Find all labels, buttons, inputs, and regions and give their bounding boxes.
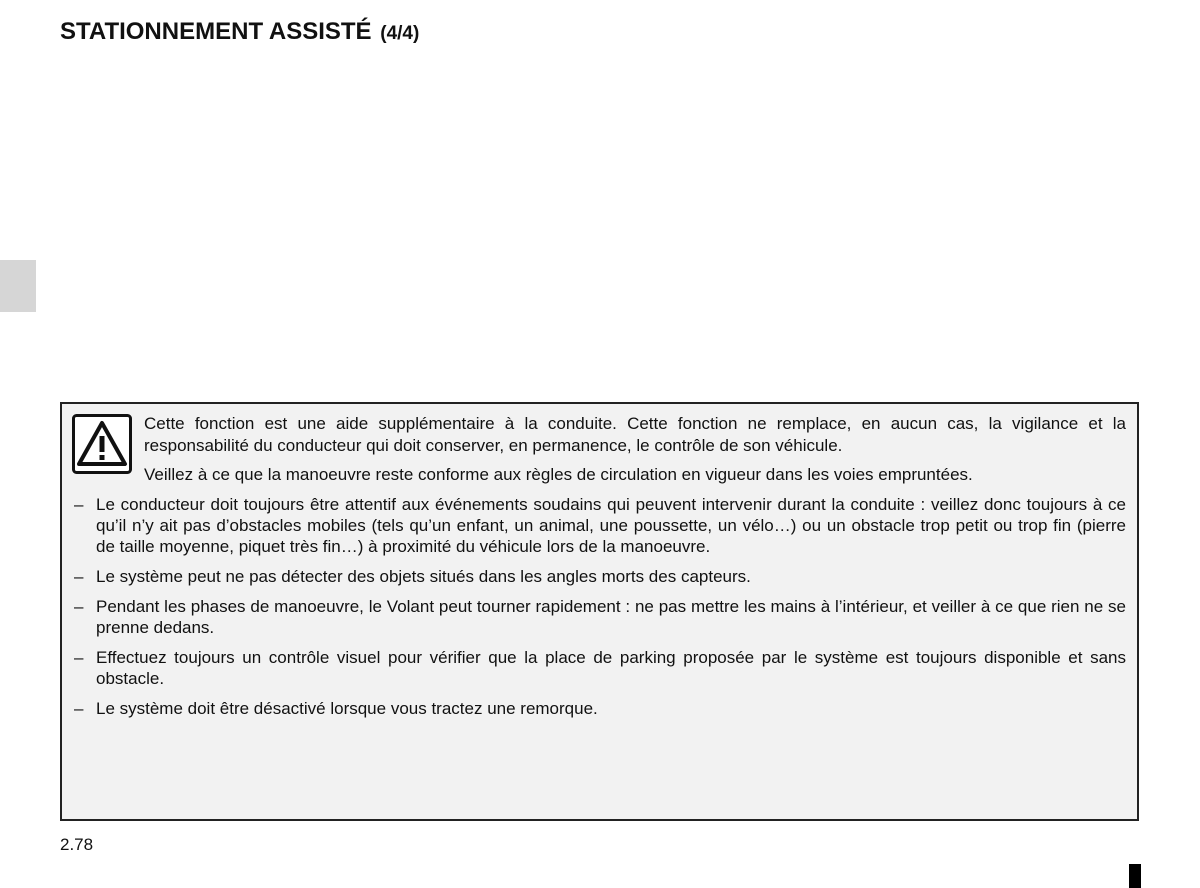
chapter-tab	[0, 260, 36, 312]
bullet-dash: –	[74, 597, 84, 616]
list-item	[74, 647, 1126, 689]
list-item-text: Le système doit être désactivé lorsque vous tractez une remorque.	[96, 699, 598, 718]
list-item-text: Pendant les phases de manoeuvre, le Volant peut tourner rapidement : ne pas mettre les mains à l’intérieur, et veiller à ce que rien ne se prenne dedans.	[96, 597, 1126, 637]
list-item-text: Effectuez toujours un contrôle visuel pour vérifier que la place de parking proposée par le système est toujours disponible et sans obstacle.	[96, 648, 1126, 688]
warning-intro-paragraph: Veillez à ce que la manoeuvre reste conforme aux règles de circulation en vigueur dans les voies empruntées.	[144, 465, 973, 484]
warning-triangle-icon	[72, 414, 132, 474]
list-item-text: Le système peut ne pas détecter des objets situés dans les angles morts des capteurs.	[96, 567, 751, 586]
warning-box	[60, 402, 1139, 821]
list-item	[74, 596, 1126, 638]
list-item	[74, 566, 1126, 587]
warning-list	[74, 494, 1126, 728]
list-item	[74, 698, 1126, 719]
page-number: 2.78	[60, 835, 94, 854]
bullet-dash: –	[74, 699, 84, 718]
page-edge-mark	[1129, 864, 1141, 888]
list-item-text: Le conducteur doit toujours être attentif aux événements soudains qui peuvent intervenir durant la conduite : veillez donc toujours à ce qu’il n’y ait pas d’obstacles mobiles (tels qu’un enfant, un animal, une poussette, un vélo…) ou un obstacle trop petit ou trop fin (pierre de taille moyenne, piquet très fin…) à proximité du véhicule lors de la manoeuvre.	[96, 495, 1126, 556]
page-title	[60, 18, 419, 46]
list-item	[74, 494, 1126, 557]
warning-intro-paragraph: Cette fonction est une aide supplémentaire à la conduite. Cette fonction ne remplace, en aucun cas, la vigilance et la responsabilité du conducteur qui doit conserver, en permanence, le contrôle de son véhicule.	[144, 414, 1126, 455]
bullet-dash: –	[74, 495, 84, 514]
page-title-suffix: (4/4)	[380, 23, 420, 44]
bullet-dash: –	[74, 567, 84, 586]
warning-intro	[144, 413, 1126, 486]
page-title-text: STATIONNEMENT ASSISTÉ	[60, 18, 372, 45]
bullet-dash: –	[74, 648, 84, 667]
